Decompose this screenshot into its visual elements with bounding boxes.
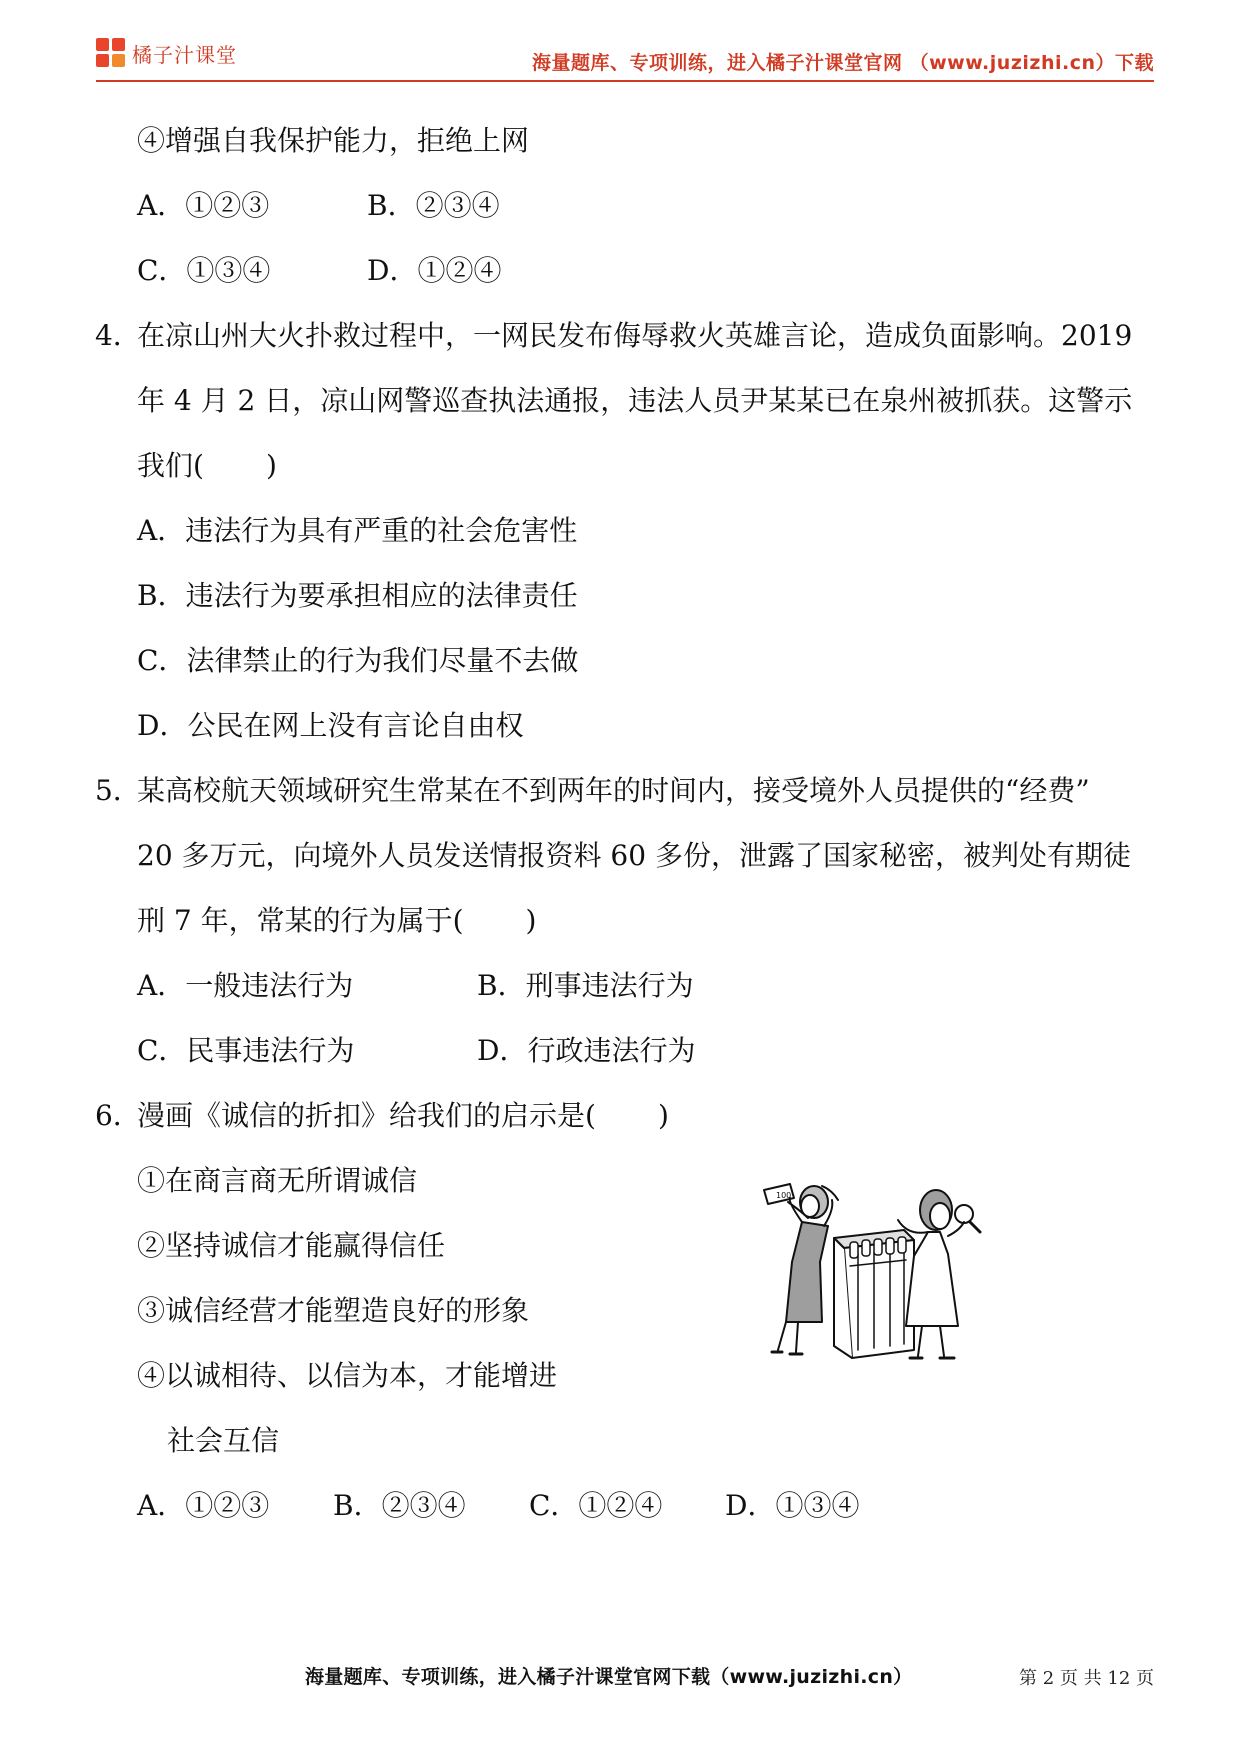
q5-option-a: A．一般违法行为 [137,969,354,1002]
header-divider [96,80,1154,82]
logo-text: 橘子汁课堂 [132,42,237,67]
q6-paren-close: ) [657,1099,669,1132]
q6-text: 漫画《诚信的折扣》给我们的启示是( [137,1099,596,1132]
page-footer [0,1660,1240,1700]
q4-number: 4． [95,319,141,352]
q5-text-3: 刑 7 年，常某的行为属于( [137,904,464,937]
q6-item-4: ④以诚相待、以信为本，才能增进 [137,1359,558,1392]
q6-item-4-continued: 社会互信 [167,1424,280,1457]
q5-stem-line-1 [95,758,1160,823]
q5-number: 5． [95,774,141,807]
q5-text-1: 某高校航天领域研究生常某在不到两年的时间内，接受境外人员提供的“经费” [137,774,1090,807]
q3-option-d: D．①②④ [367,254,502,287]
q6-item-1: ①在商言商无所谓诚信 [137,1164,418,1197]
q3-option-c: C．①③④ [137,254,271,287]
q4-option-a: A．违法行为具有严重的社会危害性 [137,514,578,547]
q6-option-d: D．①③④ [725,1489,860,1522]
q4-option-b: B．违法行为要承担相应的法律责任 [137,579,578,612]
q6-stem [95,1083,1160,1148]
magnifier-icon [955,1205,973,1223]
q5-options-row-1 [95,953,1160,1018]
q4-stem-line-2: 年 4 月 2 日，凉山网警巡查执法通报，违法人员尹某某已在泉州被抓获。这警示 [137,384,1133,417]
q5-stem-line-3 [95,888,1160,953]
q3-option-a: A．①②③ [137,189,270,222]
q6-options-row [95,1473,1160,1538]
q6-option-c: C．①②④ [529,1489,663,1522]
cartoon-illustration [742,1170,1002,1380]
q5-option-c: C．民事违法行为 [137,1034,355,1067]
q5-option-b: B．刑事违法行为 [477,969,694,1002]
logo-icon [96,38,126,68]
q3-options-row-1 [95,173,1160,238]
q4-option-d: D．公民在网上没有言论自由权 [137,709,524,742]
page-header [0,0,1240,90]
q4-text-1: 在凉山州大火扑救过程中，一网民发布侮辱救火英雄言论，造成负面影响。2019 [137,319,1133,352]
page-number: 第 2 页 共 12 页 [1019,1668,1154,1689]
q5-paren-close: ) [525,904,537,937]
q3-option-b: B．②③④ [367,189,500,222]
q6-number: 6． [95,1099,141,1132]
footer-slogan: 海量题库、专项训练，进入橘子汁课堂官网下载（www.juzizhi.cn） [305,1666,913,1688]
q3-item-4: ④增强自我保护能力，拒绝上网 [137,124,530,157]
q4-stem-line-1 [95,303,1160,368]
logo [96,38,237,68]
q6-option-a: A．①②③ [137,1489,270,1522]
q4-option-c: C．法律禁止的行为我们尽量不去做 [137,644,579,677]
q4-text-3: 我们( [137,449,204,482]
q5-option-d: D．行政违法行为 [477,1034,696,1067]
q6-option-b: B．②③④ [333,1489,466,1522]
q4-stem-line-3 [95,433,1160,498]
q4-paren-close: ) [265,449,277,482]
q5-stem-line-2: 20 多万元，向境外人员发送情报资料 60 多份，泄露了国家秘密，被判处有期徒 [137,839,1131,872]
q6-item-3: ③诚信经营才能塑造良好的形象 [137,1294,530,1327]
q6-item-2: ②坚持诚信才能赢得信任 [137,1229,446,1262]
q3-options-row-2 [95,238,1160,303]
banknote-label: 100 [776,1191,792,1200]
q5-options-row-2 [95,1018,1160,1083]
header-slogan: 海量题库、专项训练，进入橘子汁课堂官网 （www.juzizhi.cn）下载 [532,52,1154,74]
